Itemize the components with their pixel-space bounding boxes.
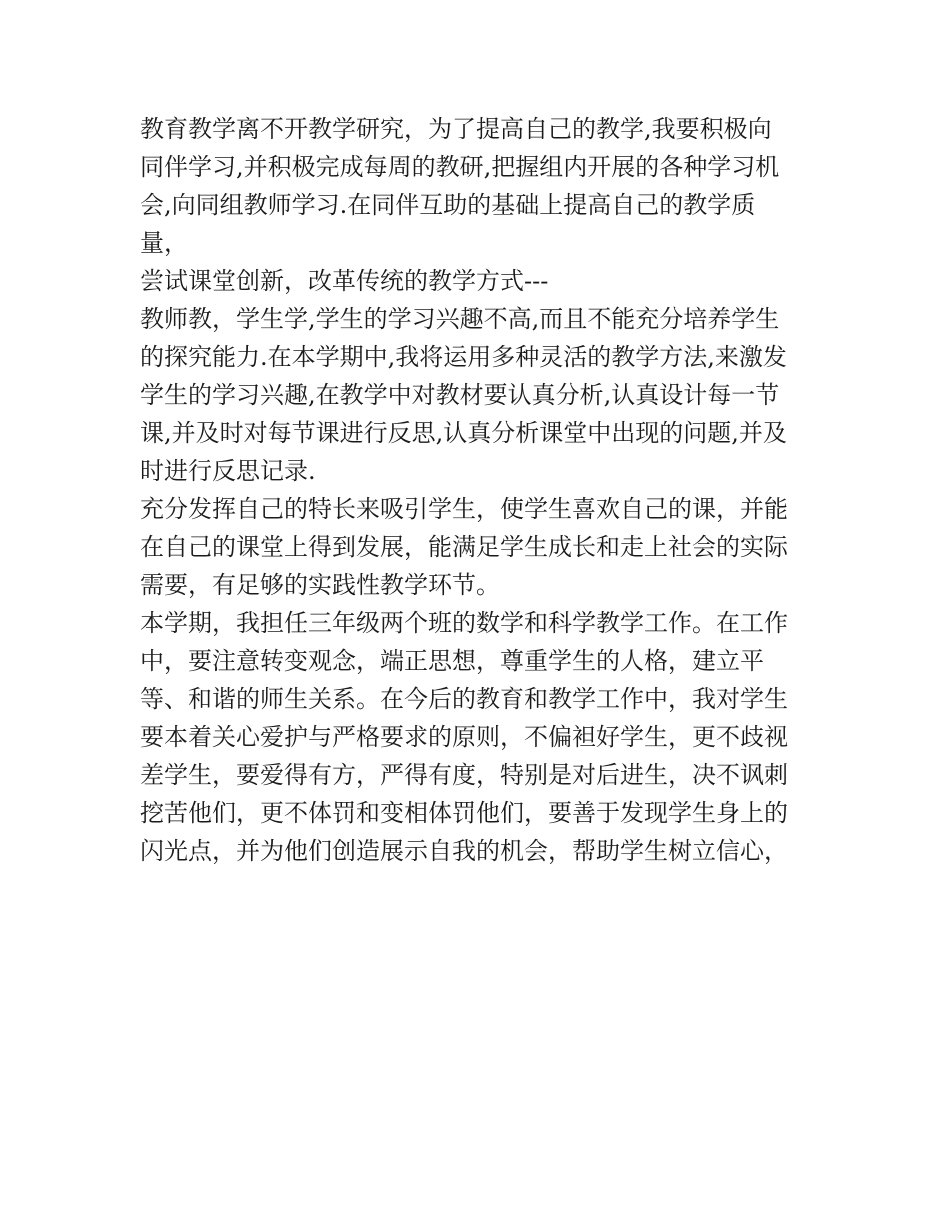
text-line: 中，要注意转变观念，端正思想，尊重学生的人格，建立平 [140, 647, 764, 675]
text-line: 闪光点，并为他们创造展示自我的机会，帮助学生树立信心， [140, 837, 788, 865]
text-line: 要本着关心爱护与严格要求的原则，不偏袒好学生，更不歧视 [140, 723, 788, 751]
text-line: 充分发挥自己的特长来吸引学生，使学生喜欢自己的课，并能 [140, 495, 788, 523]
text-line: 在自己的课堂上得到发展，能满足学生成长和走上社会的实际 [140, 533, 788, 561]
text-line: 时进行反思记录. [140, 457, 316, 485]
text-line: 教育教学离不开教学研究，为了提高自己的教学,我要积极向 [140, 115, 772, 143]
text-line: 挖苦他们，更不体罚和变相体罚他们，要善于发现学生身上的 [140, 799, 788, 827]
text-line: 等、和谐的师生关系。在今后的教育和教学工作中，我对学生 [140, 685, 788, 713]
text-line: 的探究能力.在本学期中,我将运用多种灵活的教学方法,来激发 [140, 343, 787, 371]
text-line: 需要，有足够的实践性教学环节。 [140, 571, 500, 599]
text-line: 同伴学习,并积极完成每周的教研,把握组内开展的各种学习机 [140, 153, 780, 181]
text-line: 教师教，学生学,学生的学习兴趣不高,而且不能充分培养学生 [140, 305, 780, 333]
text-line: 会,向同组教师学习.在同伴互助的基础上提高自己的教学质 [140, 191, 756, 219]
text-line: 学生的学习兴趣,在教学中对教材要认真分析,认真设计每一节 [140, 381, 780, 409]
text-line: 课,并及时对每节课进行反思,认真分析课堂中出现的问题,并及 [140, 419, 787, 447]
text-line: 差学生，要爱得有方，严得有度，特别是对后进生，决不讽刺 [140, 761, 788, 789]
document-body [140, 110, 820, 870]
text-line: 尝试课堂创新，改革传统的教学方式--- [140, 267, 549, 295]
text-line: 量， [140, 229, 188, 257]
text-line: 本学期，我担任三年级两个班的数学和科学教学工作。在工作 [140, 609, 788, 637]
